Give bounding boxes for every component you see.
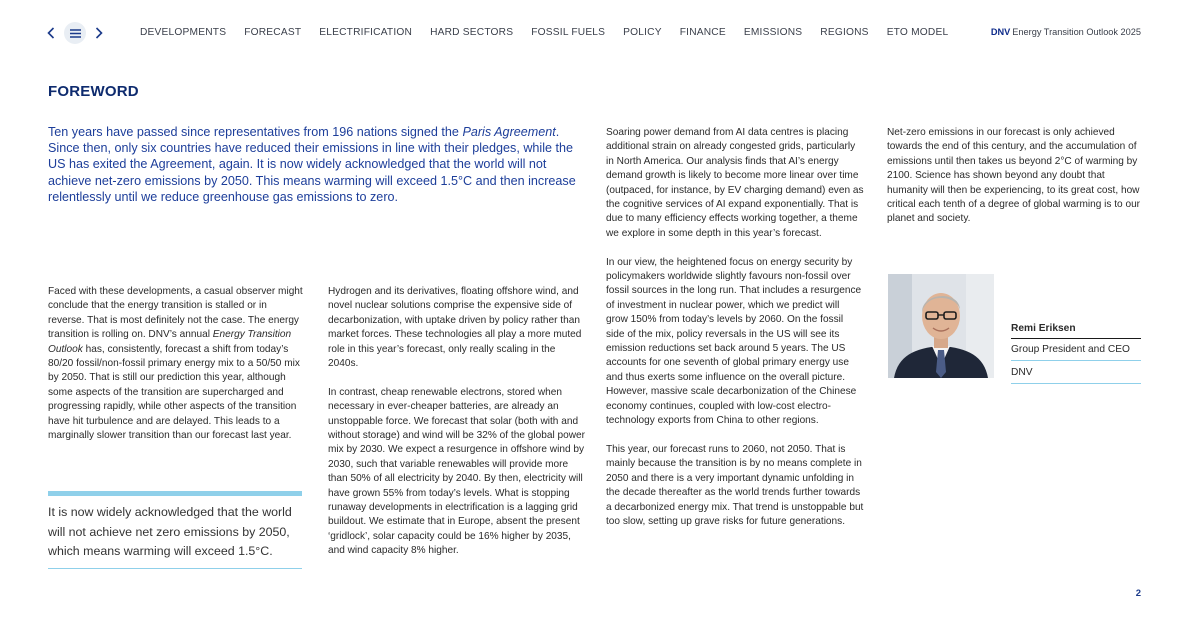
page-title: FOREWORD xyxy=(48,83,139,100)
lead-text-end: . Since then, only six countries have reduced their emissions in line with their pledges, while the US has exited the Agreement, again. It is now widely acknowledged that the world will not achieve net-zero emissions by 2050. This means warming will exceed 1.5°C and then increase relentlessly until we reduce greenhouse gas emissions to zero. xyxy=(48,125,576,204)
lead-paragraph xyxy=(48,124,588,205)
hamburger-menu-icon xyxy=(70,29,81,38)
chevron-left-icon xyxy=(47,27,55,39)
paragraph-text: has, consistently, forecast a shift from today’s 80/20 fossil/non-fossil primary energy mix to a 50/50 mix by 2050. That is still our prediction this year, although some aspects of the transition are supercharged and progressing rapidly, while other aspects of the transition have hit turbulence and are delayed. This leads to a marginally slower transition than our forecast last year. xyxy=(48,343,300,442)
previous-page-button[interactable] xyxy=(44,23,58,43)
menu-button[interactable] xyxy=(64,22,86,44)
pull-quote-bottom-rule xyxy=(48,568,302,569)
nav-link-fossil-fuels[interactable]: FOSSIL FUELS xyxy=(531,27,606,38)
nav-link-electrification[interactable]: ELECTRIFICATION xyxy=(319,27,413,38)
top-navigation-bar xyxy=(0,0,1190,64)
publication-title: Energy Transition Outlook 2025 xyxy=(1012,27,1141,37)
nav-link-finance[interactable]: FINANCE xyxy=(679,27,726,38)
lead-text-emphasis: Paris Agreement xyxy=(462,125,556,139)
paragraph-text: Faced with these developments, a casual observer might conclude that the energy transition is stalled or in reverse. That is most definitely not the case. The energy transition is rolling on. DNV’s annual xyxy=(48,286,303,341)
lead-text-start: Ten years have passed since representatives from 196 nations signed the xyxy=(48,125,463,139)
nav-link-forecast[interactable]: FORECAST xyxy=(244,27,302,38)
ceo-portrait-photo xyxy=(888,274,994,378)
text-column-2 xyxy=(328,285,586,573)
portrait-illustration xyxy=(888,274,994,378)
signatory-role: Group President and CEO xyxy=(1011,339,1141,361)
page-navigation-controls xyxy=(44,22,106,44)
publication-brand xyxy=(991,27,1141,37)
signature-block xyxy=(1011,322,1141,384)
body-paragraph: In contrast, cheap renewable electrons, stored when necessary in ever-cheaper batteries, are already an unstoppable force. We forecast that solar (both with and without storage) and wind will be 32% of the global power mix by 2030. We expect a resurgence in offshore wind by 2030, such that variable renewables will provide more than 50% of all electricity by 2040. By then, electricity will have grown 55% from today’s levels. What is stopping runaway developments in electrification is a lagging grid buildout. We estimate that in Europe, absent the present ‘gridlock’, solar capacity could be 16% higher by 2035, and wind capacity 8% higher. xyxy=(328,386,585,557)
body-paragraph: Hydrogen and its derivatives, floating offshore wind, and novel nuclear solutions comprise the expensive side of decarbonization, with uptake driven by policy rather than market forces. These technologies all play a more muted role in this year’s forecast, only really scaling in the 2040s. xyxy=(328,286,582,370)
nav-link-emissions[interactable]: EMISSIONS xyxy=(743,27,803,38)
body-paragraph xyxy=(48,285,306,443)
brand-logo: DNV xyxy=(990,27,1011,37)
body-paragraph: In our view, the heightened focus on energy security by policymakers worldwide slightly favours non-fossil over fossil sources in the long run. That includes a resurgence of investment in nuclear power, which we predict will grow 150% from today’s levels by 2060. On the fossil side of the mix, policy reversals in the US will see its emission reductions set back around 5 years. The US accounts for one seventh of global primary energy use and thus exerts some influence on the overall picture. However, massive scale decarbonization of the Chinese economy continues, coupled with low-cost electro-technology exports from China to other regions. xyxy=(606,256,862,427)
nav-link-regions[interactable]: REGIONS xyxy=(820,27,869,38)
signatory-name: Remi Eriksen xyxy=(1011,322,1141,339)
nav-link-hard-sectors[interactable]: HARD SECTORS xyxy=(430,27,514,38)
next-page-button[interactable] xyxy=(92,23,106,43)
signatory-organization: DNV xyxy=(1011,361,1141,384)
nav-link-developments[interactable]: DEVELOPMENTS xyxy=(140,27,227,38)
text-column-4 xyxy=(887,126,1145,241)
body-paragraph: Soaring power demand from AI data centres is placing additional strain on already congested grids, particularly in North America. Our analysis finds that AI’s energy demand growth is likely to become more linear over time (outpaced, for instance, by EV charging demand) even as the cognitive services of AI expand exponentially. That is due to many efficiency effects working together, a theme we explore in some depth in this year’s forecast. xyxy=(606,127,864,239)
pull-quote-top-bar xyxy=(48,491,302,496)
nav-link-eto-model[interactable]: ETO MODEL xyxy=(886,27,949,38)
report-title-emphasis: Energy Transition Outlook xyxy=(48,329,292,355)
text-column-3 xyxy=(606,126,864,544)
section-nav xyxy=(140,27,948,38)
body-paragraph: Net-zero emissions in our forecast is only achieved towards the end of this century, and the accumulation of emissions until then takes us beyond 2°C of warming by 2100. Science has shown beyond any doubt that humanity will then be experiencing, to its great cost, how critical each tenth of a degree of global warming is to our planet and society. xyxy=(887,127,1141,225)
chevron-right-icon xyxy=(95,27,103,39)
pull-quote: It is now widely acknowledged that the world will not achieve net zero emissions by 2050, which means warming will exceed 1.5°C. xyxy=(48,505,292,559)
nav-link-policy[interactable]: POLICY xyxy=(623,27,662,38)
text-column-1 xyxy=(48,285,306,458)
body-paragraph: This year, our forecast runs to 2060, not 2050. That is mainly because the transition is by no means complete in 2050 and there is a very important dynamic unfolding in the decade thereafter as the world trends further towards a decarbonized energy mix. That trend is unstoppable but too slow, setting up grave risks for future generations. xyxy=(606,443,864,527)
page-number: 2 xyxy=(1135,588,1141,599)
